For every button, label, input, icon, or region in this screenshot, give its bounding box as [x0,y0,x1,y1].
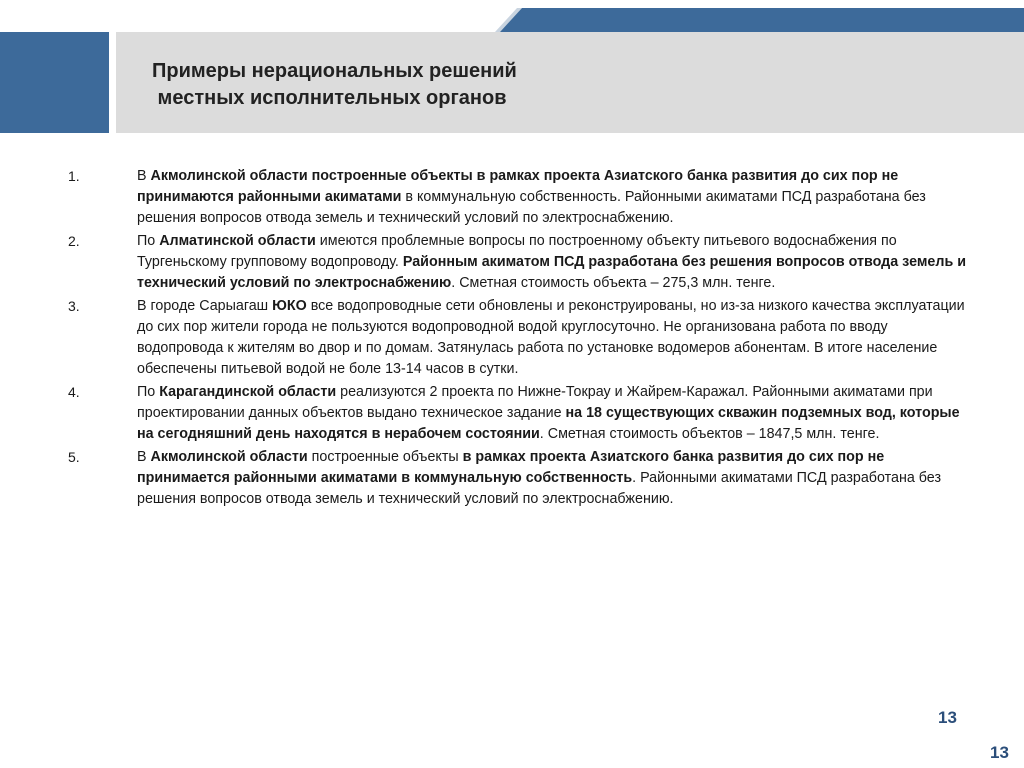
item-text [137,382,967,445]
text-segment: имеются проблемные вопросы по построенному объекту питьевого водоснабжения по Тургеньскому групповому водопроводу. [137,233,897,270]
text-segment-bold: в рамках проекта Азиатского банка развития до сих пор не принимается районными акиматами в коммунальную собственность [137,449,885,486]
list-item [68,231,968,294]
slide-title [152,58,752,112]
text-segment-bold: ЮКО [272,298,307,314]
list-item [68,447,968,510]
item-number: 3. [68,298,80,314]
text-segment: . Сметная стоимость объектов – 1847,5 млн. тенге. [539,426,880,442]
text-segment-bold: Акмолинской области [150,449,308,465]
item-text [137,447,967,510]
page-number-footer: 13 [990,743,1009,762]
text-segment-bold: Карагандинской области [159,384,337,400]
text-segment: построенные объекты [307,449,463,465]
text-segment: По [137,384,160,400]
item-number: 1. [68,168,80,184]
list-item [68,166,968,229]
item-text [137,296,967,380]
title-line-1: Примеры нерациональных решений [152,60,517,82]
item-text [137,166,967,229]
text-segment-bold: Районным акиматом ПСД разработана без решения вопросов отвода земель и технический условий по электроснабжению [137,254,967,291]
text-segment-bold: Акмолинской области построенные объекты в рамках проекта Азиатского банка развития до сих пор не принимаются районными акиматами [137,168,899,205]
header-accent-block [0,32,109,133]
text-segment: В [137,449,151,465]
item-number: 2. [68,233,80,249]
text-segment: реализуются 2 проекта по Нижне-Токрау и Жайрем-Каражал. Районными акиматами при проектировании данных объектов выдано техническое задание [137,384,933,421]
text-segment-bold: на 18 существующих скважин подземных вод, которые на сегодняшний день находятся в нерабочем состоянии [137,405,960,442]
text-segment: . Районными акиматами ПСД разработана без решения вопросов отвода земель и технический условий по электроснабжению. [137,470,942,507]
text-segment: все водопроводные сети обновлены и реконструированы, но из-за низкого качества эксплуатации до сих пор жители города не пользуются водопроводной водой круглосуточно. Не организована работа по вводу водопровода к жителям во двор и по домам. Затянулась работа по установке водомеров абонентам. В итоге население обеспечены питьевой водой не боле 13-14 часов в сутки. [137,298,965,377]
text-segment: В [137,168,151,184]
list-item [68,382,968,445]
title-line-2: местных исполнительных органов [152,87,507,109]
text-segment-bold: Алматинской области [159,233,316,249]
header-tab-decoration [500,8,1024,32]
text-segment: в коммунальную собственность. Районными акиматами ПСД разработана без решения вопросов отвода земель и технический условий по электроснабжению. [137,189,926,226]
text-segment: По [137,233,160,249]
items-list [68,166,968,512]
page-number: 13 [938,708,957,727]
text-segment: В городе Сарыагаш [137,298,273,314]
item-number: 4. [68,384,80,400]
item-text [137,231,967,294]
text-segment: . Сметная стоимость объекта – 275,3 млн. тенге. [451,275,776,291]
list-item [68,296,968,380]
item-number: 5. [68,449,80,465]
